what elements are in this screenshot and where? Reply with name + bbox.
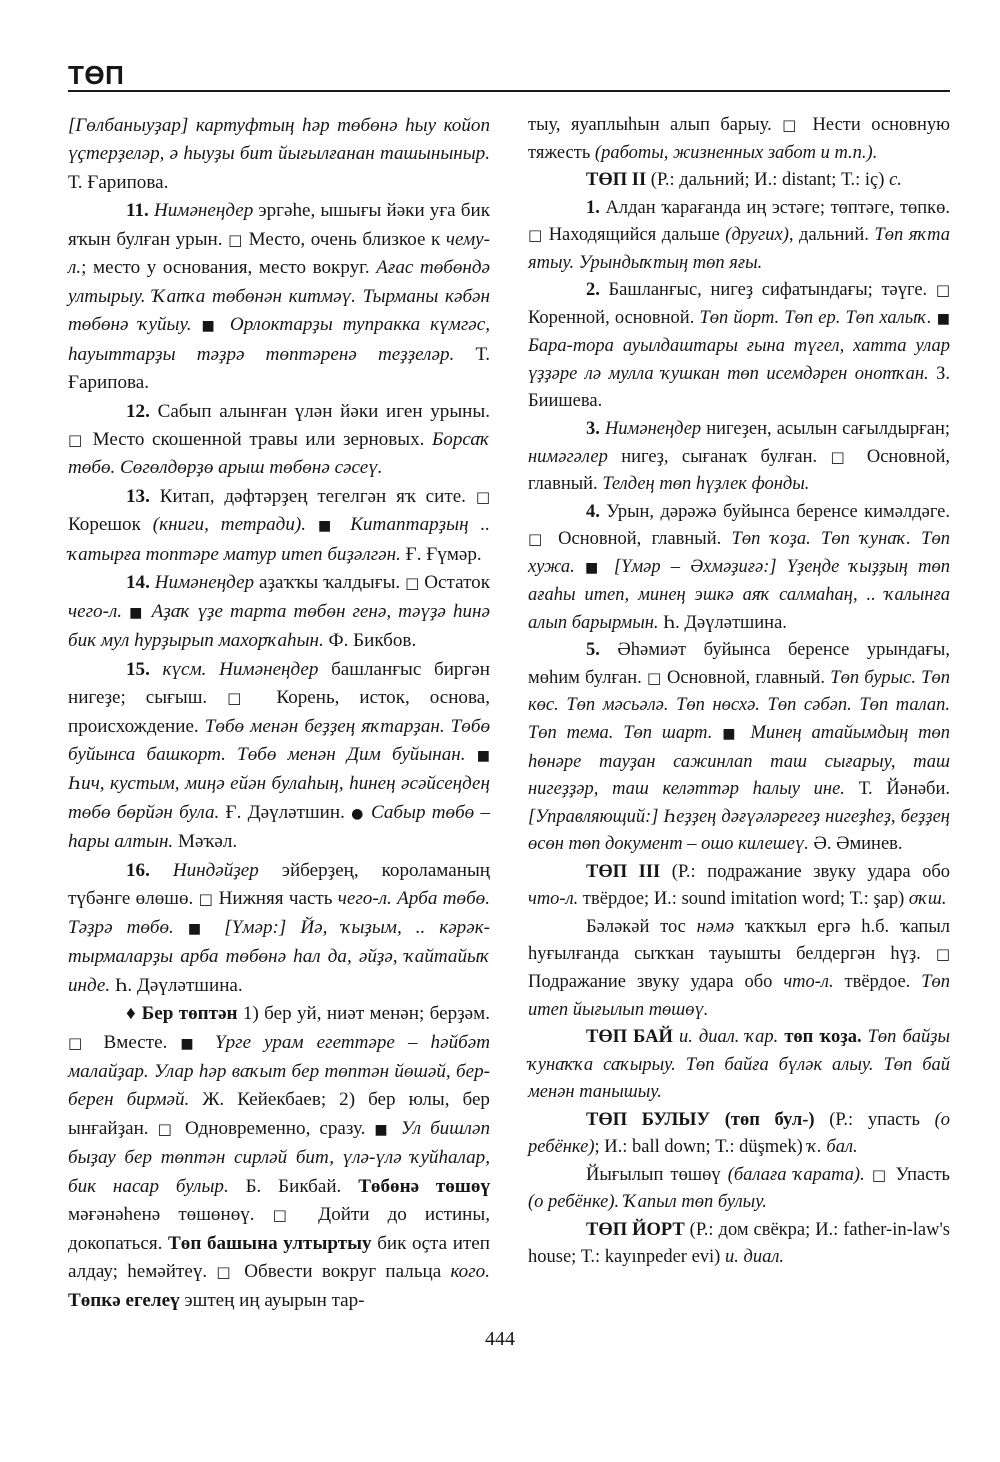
entry-headword: ТӨП ЙОРТ <box>586 1219 690 1240</box>
entry-text: (Р.: упасть <box>829 1109 935 1130</box>
entry-text: тыу, яуаплыһын алып барыу. <box>528 115 783 135</box>
entry-text: Одновременно, сразу. <box>175 1117 375 1139</box>
dictionary-entry <box>528 167 950 195</box>
entry-headword: ТӨП БАЙ <box>586 1027 679 1048</box>
square-marker-icon: □ <box>272 1206 301 1225</box>
entry-text: Дойти до истины, докопаться. <box>68 1204 490 1254</box>
square-marker-icon: □ <box>646 668 662 687</box>
entry-text: Т. Ғарипова. <box>68 171 169 193</box>
italic-text: и. диал. <box>724 1247 785 1268</box>
entry-headword: ТӨП БУЛЫУ (төп бул-) <box>586 1109 830 1130</box>
entry-text: Бәләкәй тос <box>586 916 697 937</box>
italic-text: что-л. <box>783 971 845 992</box>
entry-text: Основной, главный. <box>661 667 831 688</box>
running-head: ТӨП <box>68 60 125 90</box>
italic-text: Төп ҡоҙа. Төп ҡунаҡ. Төп хужа. <box>528 529 950 577</box>
italic-text: Нимәнеңдер <box>604 419 707 440</box>
entry-text: Остаток <box>419 572 491 594</box>
square-marker-icon: □ <box>475 487 490 506</box>
italic-text: Сабыр төбө – һары алтын. <box>68 801 490 853</box>
entry-text: аҙаҡҡы ҡалдығы. <box>258 572 406 594</box>
entry-text: Башланғыс, нигеҙ сифатындағы; тәүге. <box>608 280 936 301</box>
entry-text: Китап, дәфтәрҙең тегелгән яҡ сите. <box>159 485 476 507</box>
entry-headword: ТӨП II <box>586 170 651 191</box>
entry-text: бик оҫта итеп алдау; һемәйтеү. <box>68 1232 491 1283</box>
entry-text: Һ. Дәүләтшина. <box>663 612 787 633</box>
italic-text: Төп йорт. Төп ер. Төп халыҡ. <box>699 307 937 328</box>
entry-text: Ғ. Ғүмәр. <box>405 543 482 565</box>
italic-text: Һич, кустым, миңә ейән булаһың, һинең әсәйсеңдең төбө бөрйән була. <box>68 773 490 823</box>
entry-text: твёрдое; И.: sound imitation word; Т.: şap) <box>582 889 909 910</box>
entry-text: Нести основную тяжесть <box>528 115 950 163</box>
dictionary-entry <box>528 637 950 858</box>
entry-text: Мәҡәл. <box>177 831 238 853</box>
italic-text: Бара-тора ауылдаштары ғына түгел, хатта улар үҙҙәре лә мулла ҡушкан төп исемдәрен онотҡан. <box>528 336 950 384</box>
square-marker-icon: □ <box>198 890 214 909</box>
square-marker-icon: □ <box>68 430 86 449</box>
entry-text: Корешок <box>68 514 153 536</box>
italic-text: Төп бурыс. Төп көс. Төп мәсьәлә. Төп нөсхә. Төп сәбәп. Төп талап. Төп тема. Төп шарт. <box>528 667 950 744</box>
italic-text: (балаға ҡарата). <box>727 1164 872 1185</box>
italic-text: Ул бишләп быҙау бер төптән сирләй бит, үлә-үлә ҡуйһалар, бик насар булыр. <box>68 1117 490 1197</box>
entry-text: Б. Бикбай. <box>245 1175 359 1197</box>
entry-headword: Төбөнә төшөү <box>358 1175 491 1197</box>
square-marker-icon: □ <box>935 281 951 300</box>
italic-text: чему-л. <box>68 228 490 279</box>
entry-text: Йығылып төшөү <box>586 1164 728 1185</box>
italic-text: и. диал. ҡар. <box>678 1027 785 1048</box>
entry-text: Упасть <box>888 1164 950 1185</box>
square-marker-icon: □ <box>216 1263 235 1282</box>
example-marker-icon: ■ <box>722 726 741 743</box>
dictionary-entry <box>528 499 950 638</box>
entry-text: Вместе. <box>90 1031 181 1053</box>
entry-text: З. Биишева. <box>528 363 950 412</box>
italic-text: Ниндәйҙер <box>172 859 282 881</box>
square-marker-icon: □ <box>68 1033 91 1052</box>
dictionary-entry <box>528 1024 950 1107</box>
italic-text: ҡ. бал. <box>807 1137 858 1158</box>
dictionary-entry <box>68 857 490 1000</box>
square-marker-icon: □ <box>157 1119 176 1138</box>
dictionary-entry <box>528 195 950 278</box>
entry-text: Ә. Әминев. <box>813 834 903 855</box>
square-marker-icon: □ <box>228 230 244 249</box>
entry-text: Алдан ҡарағанда иң эстәге; төптәге, төпкө. <box>605 197 950 218</box>
entry-text: Ғ. Дәүләтшин. <box>225 801 352 823</box>
entry-headword: 16. <box>126 859 173 881</box>
dictionary-entry <box>68 197 490 397</box>
square-marker-icon: □ <box>830 447 854 466</box>
entry-headword: 5. <box>586 640 618 661</box>
italic-text: [Гөлбаныуҙар] картуфтың һәр төбөнә һыу койоп үҫтерҙеләр, ә һыуҙы бит йығылғанан ташыныныр. <box>68 115 490 165</box>
italic-text: Төп яҡта ятыу. Урындыҡтың төп яғы. <box>528 225 950 273</box>
square-marker-icon: □ <box>405 574 420 593</box>
square-marker-icon: □ <box>935 945 950 964</box>
entry-text: Ж. Кейекбаев; 2) бер юлы, бер ынғайҙан. <box>68 1089 490 1139</box>
italic-text: Үрге урам егеттәре – һәйбәт малайҙар. Улар һәр ваҡыт бер төптән йөшәй, бер-берен бирмәй. <box>68 1031 490 1111</box>
italic-text: чего-л. <box>68 600 130 622</box>
dictionary-entry <box>68 112 490 197</box>
italic-text: Минең атайымдың төп һөнәре тауҙан сажинлап таш сығарыу, таш нигеҙҙәр, таш келәттәр һалыу ине. <box>528 723 950 800</box>
italic-text: Төбө менән беҙҙең яҡтарҙан. Төбө буйынса башкорт. Төбө менән Дим буйынан. <box>68 715 490 765</box>
entry-headword: 11. <box>126 200 154 222</box>
example-marker-icon: ● <box>351 805 365 822</box>
example-marker-icon: ■ <box>374 1121 392 1138</box>
italic-text: Ағас төбөндә ултырыу. Ҡапҡа төбөнән китмәү. Тырманы кәбән төбөнә ҡуйыу. <box>68 257 491 336</box>
entry-text: (Р.: дальний; И.: distant; Т.: iç) <box>650 170 890 191</box>
entry-text: Находящийся дальше <box>543 225 726 246</box>
italic-text: нимәгәлер <box>528 446 622 467</box>
left-column <box>68 112 490 1315</box>
italic-text: с. <box>889 170 902 191</box>
entry-text: (Р.: дом свёкра; И.: father-in-law's house; Т.: kayınpeder evi) <box>528 1219 950 1268</box>
example-marker-icon: ■ <box>476 747 490 764</box>
italic-text: Төп итеп йығылып төшөү. <box>528 971 950 1020</box>
italic-text: [Үмәр:] Йә, ҡыҙым, .. кәрәк-тырмаларҙы арба төбөнә һал да, әйҙә, ҡайтайыҡ инде. <box>68 916 490 996</box>
entry-text: башланғыс биргән нигеҙе; сығыш. <box>68 658 491 709</box>
entry-text: Место скошенной травы или зерновых. <box>85 428 433 450</box>
italic-text: чего-л. Арба төбө. Тәҙрә төбө. <box>68 888 491 938</box>
entry-headword: Төп башына ултыртыу <box>168 1232 378 1254</box>
dictionary-entry <box>528 914 950 1024</box>
example-marker-icon: ■ <box>936 310 950 327</box>
entry-text: Т. Ғарипова. <box>68 343 490 394</box>
example-marker-icon: ■ <box>317 518 339 535</box>
entry-headword: 14. <box>126 572 155 594</box>
example-marker-icon: ■ <box>129 604 145 621</box>
dictionary-entry <box>68 656 490 857</box>
header-rule <box>68 90 950 92</box>
italic-text: (о ребёнке). Ҡапыл төп булыу. <box>528 1192 767 1213</box>
italic-text: Нимәнеңдер <box>153 200 259 222</box>
entry-headword: 3. <box>586 419 605 440</box>
italic-text: оҡш. <box>908 889 947 910</box>
entry-text: 1) бер уй, ниәт менән; берҙәм. <box>242 1003 491 1025</box>
entry-text: эштең иң ауырын тар- <box>184 1289 365 1311</box>
square-marker-icon: □ <box>528 226 544 245</box>
dictionary-entry <box>528 859 950 914</box>
entry-text: Сабып алынған үлән йәки иген урыны. <box>157 400 490 422</box>
entry-text: ; место у основания, место вокруг. <box>81 257 377 279</box>
entry-text: Подражание звуку удара обо <box>528 971 784 992</box>
dictionary-entry <box>68 483 490 569</box>
dictionary-entry <box>68 398 490 483</box>
entry-headword: Төпкә егелеү <box>68 1289 185 1311</box>
entry-text: Ф. Бикбов. <box>328 630 417 652</box>
italic-text: (книги, тетради). <box>152 514 318 536</box>
square-marker-icon: □ <box>782 116 803 134</box>
entry-text: (Р.: подражание звуку удара обо <box>671 861 951 882</box>
square-marker-icon: □ <box>227 689 257 708</box>
italic-text: кого. <box>450 1261 490 1283</box>
entry-text: Әһәмиәт буйынса беренсе урындағы, мөһим булған. <box>528 640 950 688</box>
entry-text: эйберҙең, короламаның түбәнге өлөшө. <box>68 859 491 910</box>
entry-text: ; И.: ball down; Т.: düşmek) <box>594 1137 808 1158</box>
square-marker-icon: □ <box>871 1165 889 1184</box>
entry-text: Корень, исток, основа, происхождение. <box>68 687 490 737</box>
italic-text: Аҙаҡ үҙе тарта төбөн генә, тәүҙә һинә бик мул һурҙырып махорҡаһын. <box>68 600 490 652</box>
entry-text: Нижняя часть <box>213 888 338 910</box>
italic-text: Китаптарҙың .. ҡатырға топтәре матур итеп биҙәлгән. <box>68 514 490 565</box>
page-number: 444 <box>485 1328 515 1350</box>
entry-text: , дальний. <box>788 225 875 246</box>
entry-text: нигеҙ, сығанаҡ булған. <box>621 446 831 467</box>
entry-text: Урын, дәрәжә буйынса беренсе кимәлдәге. <box>606 501 951 522</box>
entry-headword: ТӨП III <box>586 861 672 882</box>
italic-text: Төп байҙы ҡунаҡҡа саҡырыу. Төп байға бүләк алыу. Төп бай менән танышыу. <box>528 1027 951 1103</box>
entry-headword: 13. <box>126 485 160 507</box>
italic-text: Нимәнеңдер <box>154 572 259 594</box>
entry-headword: 15. <box>126 658 163 680</box>
entry-text: эргәһе, ышығы йәки уға бик яҡын булған урын. <box>68 200 490 250</box>
italic-text: [Управляющий:] Һеҙҙең дәғүәләрегеҙ нигеҙһеҙ, беҙҙең өсөн төп документ – ошо килешеү. <box>528 806 950 855</box>
italic-text: нәмә <box>696 916 745 937</box>
entry-text: твёрдое. <box>844 971 922 992</box>
right-column <box>528 112 950 1272</box>
entry-text: Место, очень близкое к <box>243 228 446 250</box>
entry-headword: төп ҡоҙа. <box>784 1027 868 1048</box>
italic-text: (о ребёнке) <box>528 1109 951 1158</box>
example-marker-icon: ■ <box>187 920 211 937</box>
entry-headword: 1. <box>586 197 606 218</box>
italic-text: (работы, жизненных забот и т.п.). <box>594 142 878 163</box>
entry-text: Т. Йәнәби. <box>858 779 950 800</box>
entry-text: Основной, главный. <box>528 446 950 495</box>
entry-text: мәғәнәһенә төшөнөү. <box>68 1204 273 1226</box>
dictionary-entry <box>68 1000 490 1315</box>
dictionary-entry <box>528 1162 950 1217</box>
dictionary-entry <box>68 569 490 655</box>
entry-text: Коренной, основной. <box>528 307 700 328</box>
entry-text: нигеҙен, асылын сағылдырған; <box>706 419 950 440</box>
example-marker-icon: ■ <box>180 1035 202 1052</box>
entry-text: Обвести вокруг пальца <box>235 1261 451 1283</box>
example-marker-icon: ■ <box>201 318 220 335</box>
entry-text: Һ. Дәүләтшина. <box>114 974 243 996</box>
dictionary-entry <box>528 277 950 416</box>
dictionary-entry <box>528 1217 950 1272</box>
square-marker-icon: □ <box>528 530 548 549</box>
italic-text: күсм. Нимәнеңдер <box>162 658 332 680</box>
dictionary-entry <box>528 416 950 499</box>
italic-text: [Үмәр – Әхмәҙиғә:] Үҙеңде ҡыҙҙың төп ағаһы итеп, минең эшкә аяҡ салмаһаң, .. ҡалынға алып барырмын. <box>528 556 950 633</box>
example-marker-icon: ■ <box>584 559 604 576</box>
italic-text: (других) <box>725 225 789 246</box>
entry-headword: ♦ Бер төптән <box>126 1003 243 1025</box>
dictionary-entry <box>528 112 950 167</box>
italic-text: Борсаҡ төбө. Сөгөлдөрҙө арыш төбөнә сәсеү. <box>68 428 490 479</box>
italic-text: Телдең төп һүҙлек фонды. <box>602 474 810 495</box>
entry-text: ҡаҡҡыл ергә һ.б. ҡапыл һуғылғанда сыҡҡан тауышты белдергән һүҙ. <box>528 916 950 965</box>
entry-headword: 12. <box>126 400 158 422</box>
entry-headword: 4. <box>586 501 607 522</box>
entry-text: Основной, главный. <box>547 529 732 550</box>
entry-headword: 2. <box>586 280 609 301</box>
dictionary-entry <box>528 1107 950 1162</box>
italic-text: что-л. <box>528 889 583 910</box>
italic-text: Орлоктарҙы тупракка күмгәс, һауыттарҙы тәҙрә төптәренә теҙҙеләр. <box>68 314 490 365</box>
